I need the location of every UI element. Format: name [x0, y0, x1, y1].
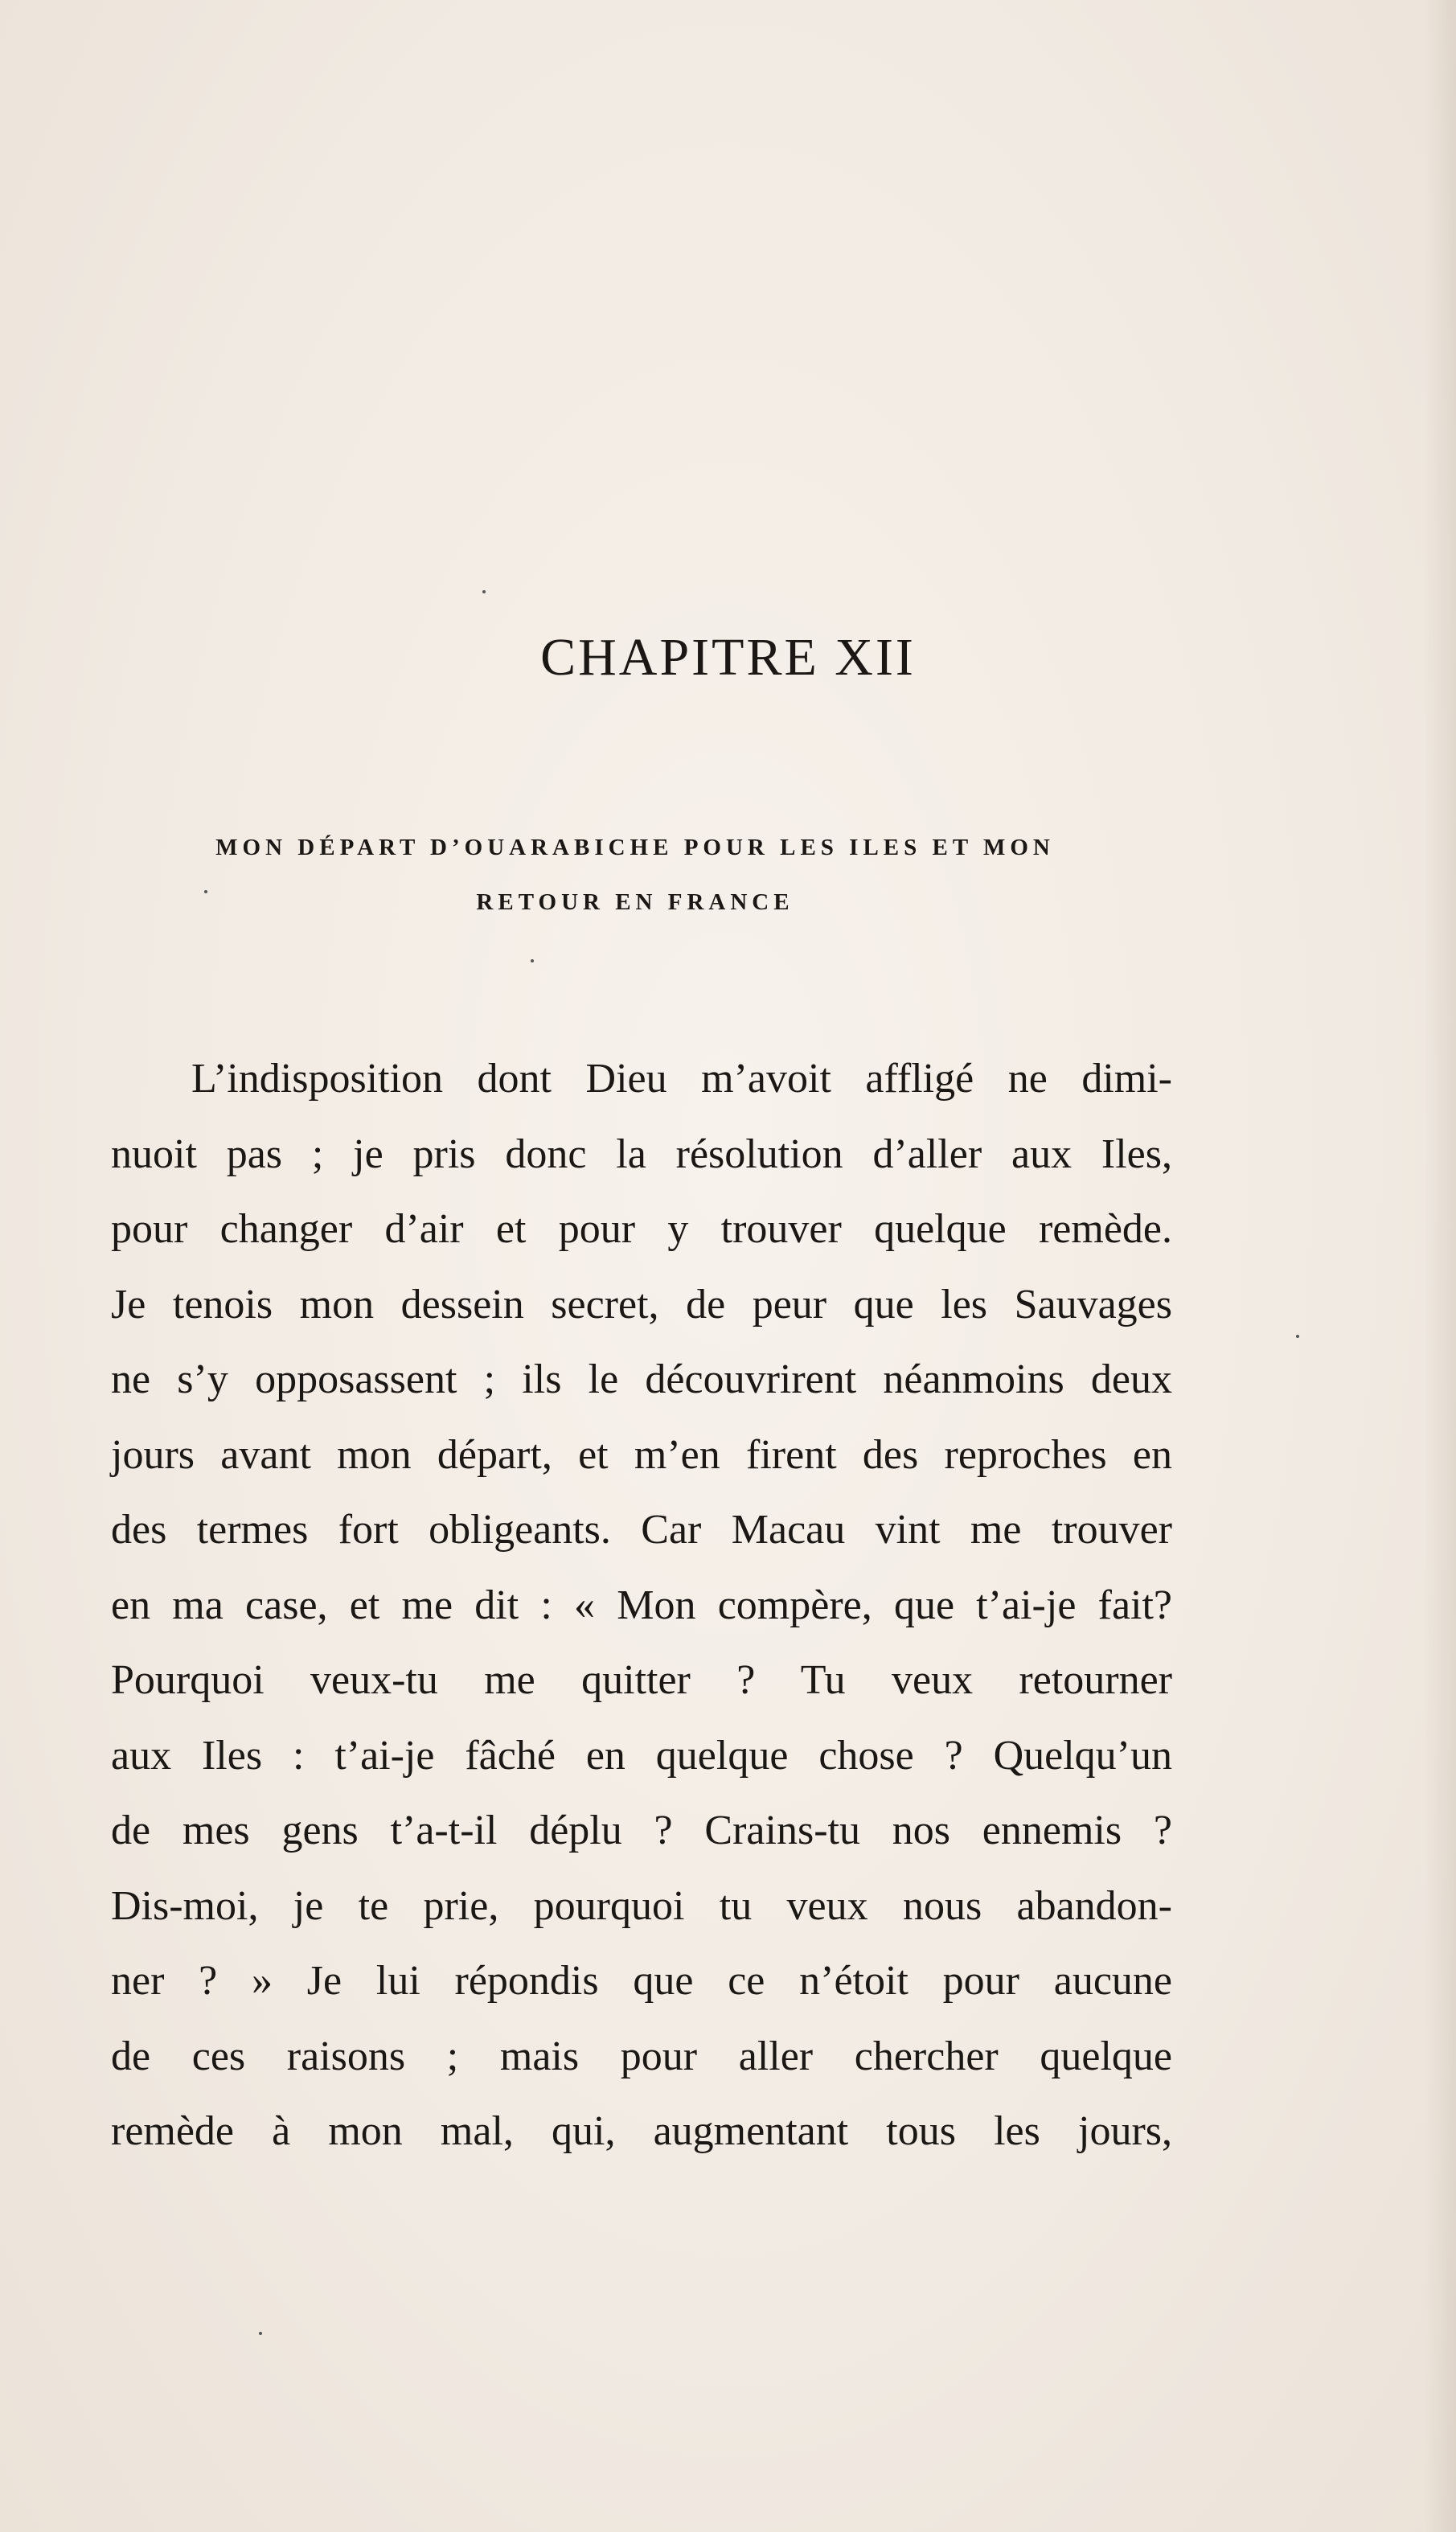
page-edge-shadow: [1424, 0, 1456, 2532]
paper-speck: [1296, 1335, 1299, 1338]
text-line-2: nuoit pas ; je pris donc la résolution d’aller aux Iles,: [111, 1131, 1172, 1177]
text-line-7: des termes fort obligeants. Car Macau vint me trouver: [111, 1507, 1172, 1553]
text-line-4: Je tenois mon dessein secret, de peur que les Sauvages: [111, 1281, 1172, 1328]
text-line-8: en ma case, et me dit : « Mon compère, que t’ai-je fait?: [111, 1582, 1172, 1628]
paper-speck: [531, 959, 534, 962]
text-line-3: pour changer d’air et pour y trouver quelque remède.: [111, 1206, 1172, 1252]
text-line-9: Pourquoi veux-tu me quitter ? Tu veux retourner: [111, 1657, 1172, 1703]
text-line-12: Dis-moi, je te prie, pourquoi tu veux nous abandon-: [111, 1882, 1172, 1929]
paper-speck: [259, 2332, 262, 2335]
text-line-10: aux Iles : t’ai-je fâché en quelque chose ? Quelqu’un: [111, 1732, 1172, 1779]
chapter-title: CHAPITRE XII: [540, 628, 916, 687]
text-line-1: L’indisposition dont Dieu m’avoit affligé ne dimi-: [191, 1056, 1172, 1102]
chapter-subtitle-line-2: RETOUR EN FRANCE: [476, 889, 794, 915]
text-line-13: ner ? » Je lui répondis que ce n’étoit pour aucune: [111, 1958, 1172, 2004]
text-line-5: ne s’y opposassent ; ils le découvrirent néanmoins deux: [111, 1356, 1172, 1402]
paper-speck: [482, 590, 486, 593]
chapter-subtitle-line-1: MON DÉPART D’OUARABICHE POUR LES ILES ET MON: [215, 835, 1055, 860]
paper-speck: [204, 890, 207, 893]
text-line-11: de mes gens t’a-t-il déplu ? Crains-tu nos ennemis ?: [111, 1808, 1172, 1853]
text-line-14: de ces raisons ; mais pour aller chercher quelque: [111, 2033, 1172, 2079]
text-line-6: jours avant mon départ, et m’en firent des reproches en: [111, 1431, 1172, 1478]
chapter-subtitle: [129, 820, 1142, 929]
body-paragraph: [111, 1041, 1172, 2169]
text-line-15: remède à mon mal, qui, augmentant tous les jours,: [111, 2108, 1172, 2154]
